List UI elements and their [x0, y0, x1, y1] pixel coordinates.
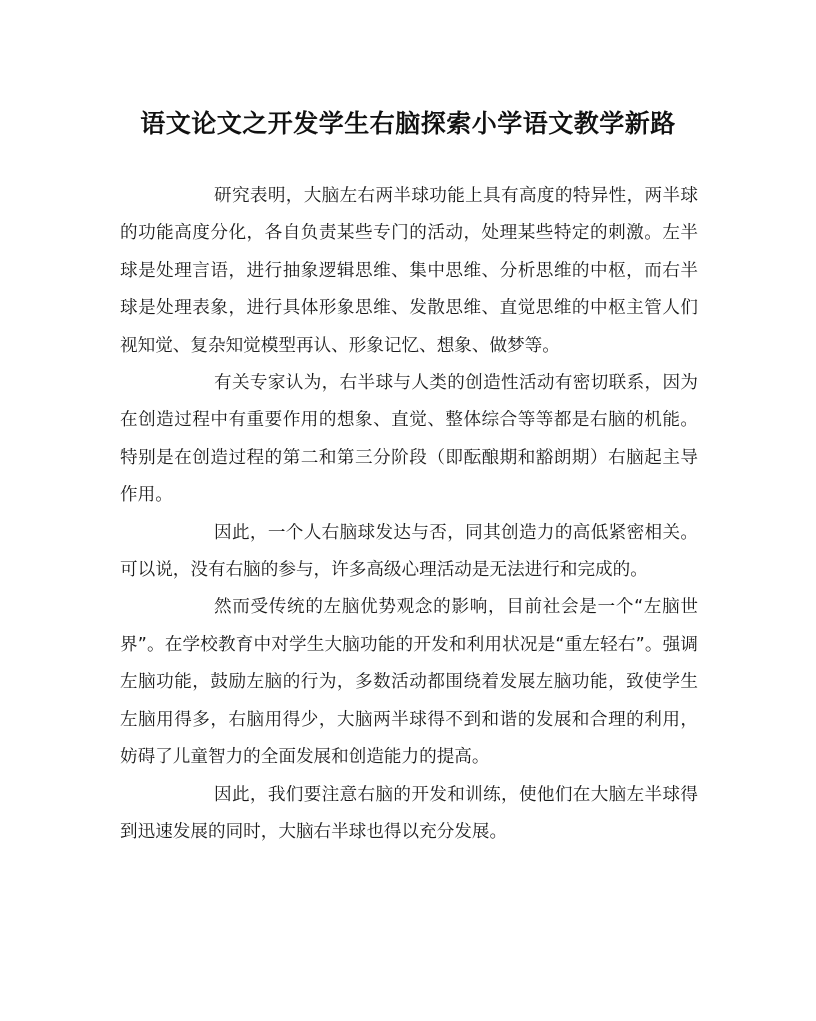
- document-body: [120, 178, 698, 851]
- document-title: 语文论文之开发学生右脑探索小学语文教学新路: [140, 109, 676, 138]
- paragraph: 有关专家认为，右半球与人类的创造性活动有密切联系，因为在创造过程中有重要作用的想象、直觉、整体综合等等都是右脑的机能。特别是在创造过程的第二和第三分阶段（即酝酿期和豁朗期）右脑起主导作用。: [120, 373, 698, 506]
- paragraph: 然而受传统的左脑优势观念的影响，目前社会是一个“左脑世界”。在学校教育中对学生大脑功能的开发和利用状况是“重左轻右”。强调左脑功能，鼓励左脑的行为，多数活动都围绕着发展左脑功能，致使学生左脑用得多，右脑用得少，大脑两半球得不到和谐的发展和合理的利用，妨碍了儿童智力的全面发展和创造能力的提高。: [120, 597, 698, 768]
- paragraph: 因此，一个人右脑球发达与否，同其创造力的高低紧密相关。可以说，没有右脑的参与，许多高级心理活动是无法进行和完成的。: [120, 522, 698, 581]
- paragraph: 研究表明，大脑左右两半球功能上具有高度的特异性，两半球的功能高度分化，各自负责某些专门的活动，处理某些特定的刺激。左半球是处理言语，进行抽象逻辑思维、集中思维、分析思维的中枢，而右半球是处理表象，进行具体形象思维、发散思维、直觉思维的中枢主管人们视知觉、复杂知觉模型再认、形象记忆、想象、做梦等。: [120, 186, 698, 356]
- paragraph: 因此，我们要注意右脑的开发和训练，使他们在大脑左半球得到迅速发展的同时，大脑右半球也得以充分发展。: [120, 784, 698, 842]
